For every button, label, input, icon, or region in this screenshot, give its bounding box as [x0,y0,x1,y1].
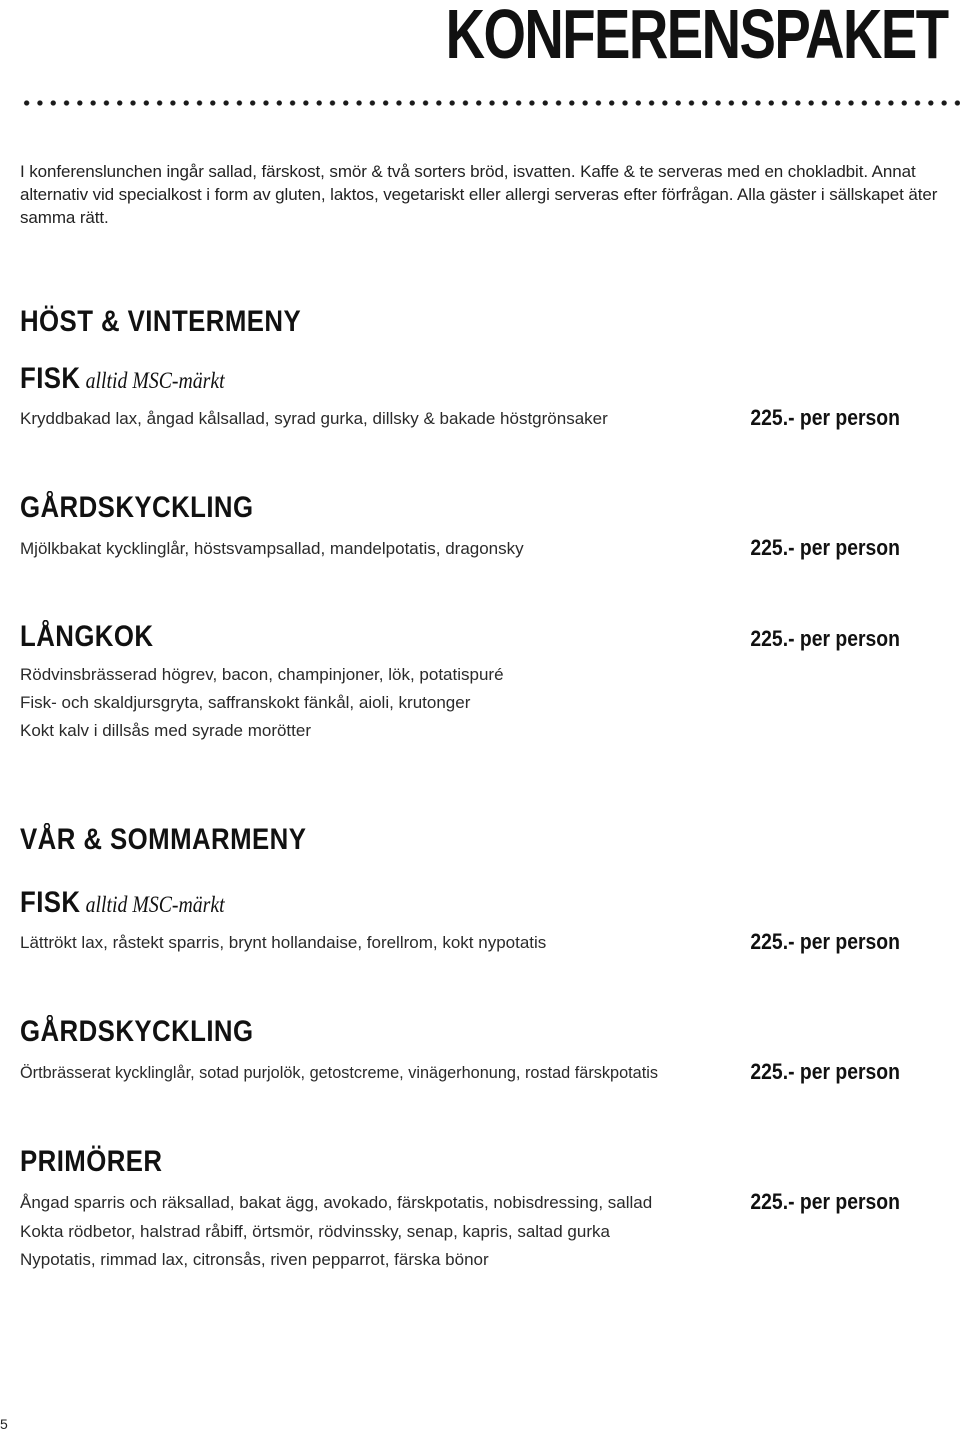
spring-chicken-dish: Örtbrässerat kycklinglår, sotad purjolök, getostcreme, vinägerhonung, rostad färskpotatis [20,1064,658,1082]
spring-fish-price: 225.- per person [750,929,900,954]
spring-fish-heading [20,886,225,922]
primeurs-price: 225.- per person [750,1189,900,1214]
spring-chicken-heading: GÅRDSKYCKLING [20,1015,254,1048]
primeurs-dish-3: Nypotatis, rimmad lax, citronsås, riven pepparrot, färska bönor [20,1250,489,1269]
dotted-divider [20,96,960,110]
autumn-fish-heading [20,362,225,398]
slow-cooked-dish-2: Fisk- och skaldjursgryta, saffranskokt fänkål, aioli, krutonger [20,693,471,712]
autumn-fish-price: 225.- per person [750,405,900,430]
autumn-chicken-heading: GÅRDSKYCKLING [20,491,254,524]
spring-summer-heading: VÅR & SOMMARMENY [20,823,307,856]
spring-chicken-price: 225.- per person [750,1059,900,1084]
autumn-chicken-price: 225.- per person [750,535,900,560]
primeurs-dish-1: Ångad sparris och räksallad, bakat ägg, avokado, färskpotatis, nobisdressing, sallad [20,1193,653,1212]
slow-cooked-dish-1: Rödvinsbrässerad högrev, bacon, champinjoner, lök, potatispuré [20,665,504,684]
spring-fish-dish: Lättrökt lax, råstekt sparris, brynt hollandaise, forellrom, kokt nypotatis [20,933,547,952]
autumn-chicken-dish: Mjölkbakat kycklinglår, höstsvampsallad, mandelpotatis, dragonsky [20,539,524,558]
page-number: 5 [0,1416,8,1432]
slow-cooked-price: 225.- per person [750,626,900,651]
primeurs-dish-2: Kokta rödbetor, halstrad råbiff, örtsmör, rödvinssky, senap, kapris, saltad gurka [20,1222,610,1241]
slow-cooked-heading: LÅNGKOK [20,620,154,653]
intro-text: I konferenslunchen ingår sallad, färskost, smör & två sorters bröd, isvatten. Kaffe & te serveras med en chokladbit. Annat alternativ vid specialkost i form av gluten, laktos, vegetariskt eller allergi serveras efter förfrågan. Alla gäster i sällskapet äter samma rätt. [20,162,938,227]
autumn-winter-heading: HÖST & VINTERMENY [20,305,302,338]
fish-heading-label: FISK [20,362,81,395]
autumn-fish-dish: Kryddbakad lax, ångad kålsallad, syrad gurka, dillsky & bakade höstgrönsaker [20,409,608,428]
msc-note: alltid MSC-märkt [85,892,225,917]
slow-cooked-dish-3: Kokt kalv i dillsås med syrade morötter [20,721,311,740]
page-title: KONFERENSPAKET [446,0,948,73]
primeurs-heading: PRIMÖRER [20,1145,163,1178]
fish-heading-label: FISK [20,886,81,919]
msc-note: alltid MSC-märkt [85,368,225,393]
